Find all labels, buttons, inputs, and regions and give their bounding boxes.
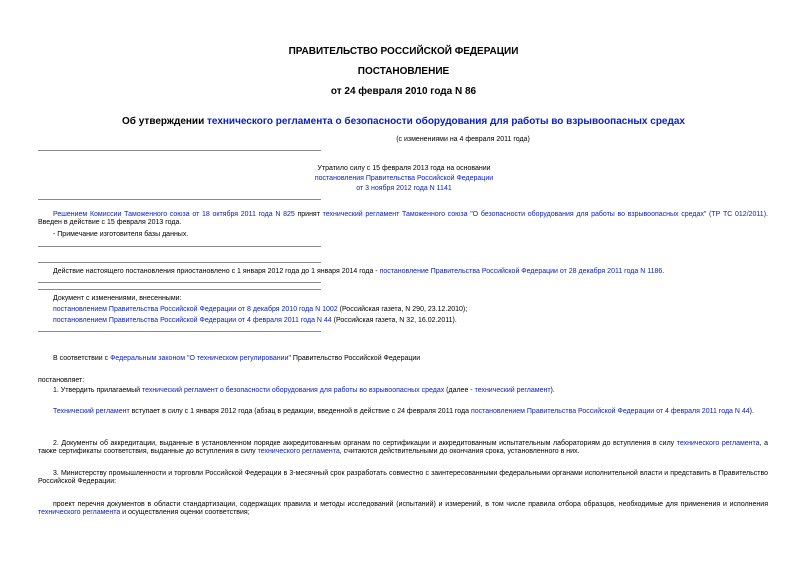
federal-law-link[interactable]: Федеральным законом "О техническом регулировании"	[110, 355, 291, 362]
divider-line	[38, 282, 321, 283]
amendment-item-2	[53, 317, 457, 325]
title-prefix: Об утверждении	[122, 116, 207, 127]
lost-force-link-2[interactable]: от 3 ноября 2012 года N 1141	[356, 185, 452, 192]
preamble	[53, 355, 420, 363]
amendment-link-2[interactable]: постановлением Правительства Российской Федерации от 4 февраля 2011 года N 44	[53, 317, 332, 324]
p1-short-link[interactable]: технический регламент	[474, 387, 551, 394]
p3-text: 3. Министерству промышленности и торговли Российской Федерации в 3-месячный срок разработать совместно с заинтересованными федеральными органами исполнительной власти и представить в Правительство Российской Федерации:	[38, 470, 768, 486]
p2-regulation-link[interactable]: технического регламента	[676, 440, 760, 447]
decrees-text: постановляет:	[38, 377, 85, 384]
p3a-regulation-link[interactable]: технического регламента	[38, 509, 121, 517]
paragraph-1	[53, 387, 555, 395]
p2-regulation-link-2[interactable]: технического регламента	[257, 448, 340, 456]
lost-force-link-1[interactable]: постановления Правительства Российской Федерации	[314, 175, 494, 182]
p2-text-2: , а также сертификаты соответствия, выданные до вступления в силу	[38, 440, 768, 456]
divider-line	[38, 150, 321, 151]
government-heading: ПРАВИТЕЛЬСТВО РОССИЙСКОЙ ФЕДЕРАЦИИ	[288, 46, 519, 57]
p1b-regulation-link[interactable]: Технический регламент	[53, 408, 130, 415]
p1-text: 1. Утвердить прилагаемый	[53, 387, 142, 394]
p1-text-3: ).	[550, 387, 555, 394]
preamble-text-2: Правительство Российской Федерации	[290, 355, 421, 362]
editor-note: - Примечание изготовителя базы данных.	[53, 231, 189, 238]
document-title	[0, 116, 807, 127]
customs-text: принят	[294, 211, 323, 218]
p1-regulation-link[interactable]: технический регламент о безопасности оборудования для работы во взрывоопасных средах	[141, 387, 445, 394]
changes-note: (с изменениями на 4 февраля 2011 года)	[396, 136, 530, 143]
p1b-text-2: ).	[749, 408, 754, 415]
title-link[interactable]: технического регламента о безопасности оборудования для работы во взрывоопасных средах	[207, 116, 685, 127]
divider-line	[38, 246, 321, 247]
document-date: от 24 февраля 2010 года N 86	[330, 86, 477, 97]
customs-decision-link[interactable]: Решением Комиссии Таможенного союза от 18 октября 2011 года N 825	[53, 211, 295, 218]
p2-text-3: , считаются действительными до окончания срока, установленного в них.	[339, 448, 580, 456]
divider-line	[38, 262, 321, 263]
suspension-text: Действие настоящего постановления приостановлено с 1 января 2012 года до 1 января 2014 года -	[53, 268, 380, 275]
p1b-text: вступает в силу с 1 января 2012 года (абзац в редакции, введенной в действие с 24 февраля 2011 года	[129, 408, 471, 415]
divider-line	[38, 199, 321, 200]
suspension-end: .	[662, 268, 665, 275]
customs-text-2: . Введен в действие с 15 февраля 2013 года.	[38, 211, 768, 227]
preamble-text: В соответствии с	[53, 355, 111, 362]
p1-text-2: (далее -	[444, 387, 475, 394]
paragraph-1b	[38, 408, 768, 416]
paragraph-3	[38, 470, 768, 487]
amendments-heading: Документ с изменениями, внесенными:	[53, 295, 182, 302]
customs-note	[38, 211, 768, 228]
p2-text: 2. Документы об аккредитации, выданные в установленном порядке аккредитованным органам по сертификации и аккредитованным испытательным лабораториям до вступления в силу	[53, 440, 677, 447]
amendment-text-2: (Российская газета, N 32, 16.02.2011).	[331, 317, 457, 324]
paragraph-3a	[38, 501, 768, 518]
suspension-link[interactable]: постановление Правительства Российской Федерации от 28 декабря 2011 года N 1186	[379, 268, 663, 275]
p3a-text: проект перечня документов в области стандартизации, содержащих правила и методы исследований (испытаний) и измерений, в том числе правила отбора образцов, необходимые для применения и исполнения	[53, 501, 768, 508]
amendment-text-1: (Российская газета, N 290, 23.12.2010);	[337, 306, 468, 313]
amendment-link-1[interactable]: постановлением Правительства Российской Федерации от 8 декабря 2010 года N 1002	[53, 306, 338, 313]
divider-line	[38, 331, 321, 332]
amendment-item-1	[53, 306, 467, 314]
p3a-text-2: и осуществления оценки соответствия;	[120, 509, 250, 517]
lost-force-line: Утратило силу с 15 февраля 2013 года на основании	[317, 165, 491, 172]
p1b-decree-link[interactable]: постановлением Правительства Российской Федерации от 4 февраля 2011 года N 44	[470, 408, 750, 415]
document-type: ПОСТАНОВЛЕНИЕ	[357, 66, 450, 77]
divider-line	[38, 289, 321, 290]
paragraph-2	[38, 440, 768, 457]
suspension-note	[53, 268, 664, 276]
customs-regulation-link[interactable]: технический регламент Таможенного союза "О безопасности оборудования для работы во взрывоопасных средах" (ТР ТС 012/2011)	[322, 211, 767, 218]
